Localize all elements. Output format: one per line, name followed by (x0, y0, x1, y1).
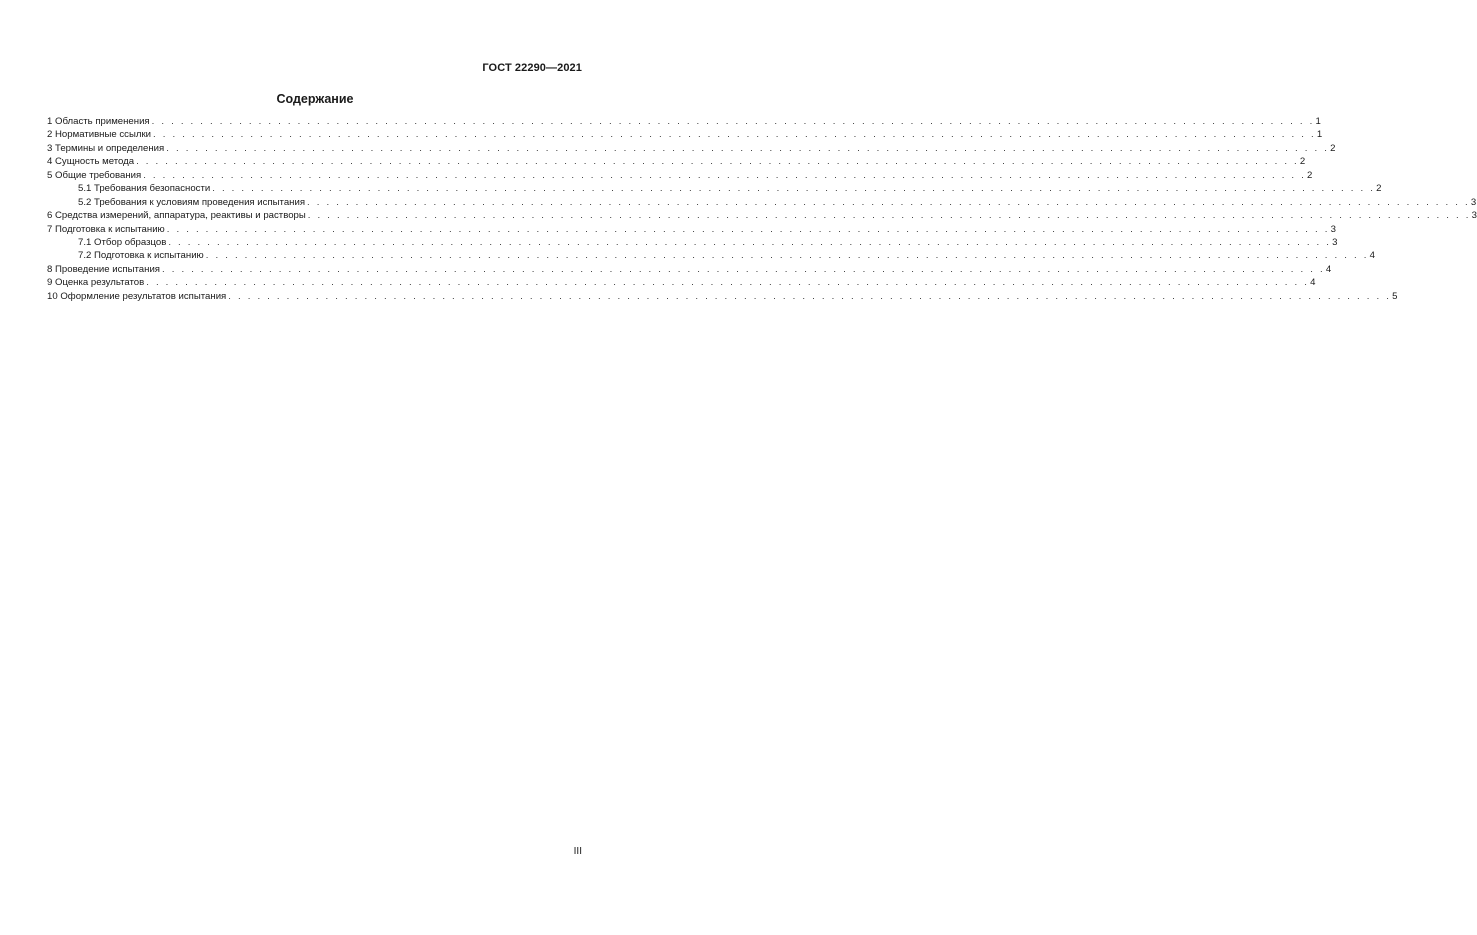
toc-entry-label: 9 Оценка результатов (47, 277, 145, 289)
toc-leader-dots: . . . . . . . . . . . . . . . . . . . . . . . . . . . . . . . . . . . . . . . . . . . . . . . . . . . . . . . . . . . . . . . . . . . . . . . . . . . . . . . . . . . . . . . . . . . . . . . . . . . . . . . . . . . . . . . . . . . . . . . . (212, 183, 1376, 195)
toc-entry[interactable] (47, 263, 1332, 276)
toc-entry-page: 2 (1376, 183, 1382, 195)
toc-entry-label: 8 Проведение испытания (47, 263, 160, 275)
toc-leader-dots: . . . . . . . . . . . . . . . . . . . . . . . . . . . . . . . . . . . . . . . . . . . . . . . . . . . . . . . . . . . . . . . . . . . . . . . . . . . . . . . . . . . . . . . . . . . . . . . . . . . . . . . . . . . . . . . . . . . . . . . . (166, 142, 1330, 154)
toc-entry-page: 1 (1316, 129, 1323, 141)
toc-entry-label: 5.1 Требования безопасности (78, 183, 211, 195)
page-number: III (573, 846, 582, 857)
toc-entry[interactable] (47, 128, 1323, 141)
toc-entry-label: 3 Термины и определения (47, 142, 165, 154)
toc-entry[interactable] (47, 209, 1477, 222)
toc-leader-dots: . . . . . . . . . . . . . . . . . . . . . . . . . . . . . . . . . . . . . . . . . . . . . . . . . . . . . . . . . . . . . . . . . . . . . . . . . . . . . . . . . . . . . . . . . . . . . . . . . . . . . . . . . . . . . . . . . . . . . . . . (151, 116, 1315, 127)
toc-entry-label: 7.1 Отбор образцов (78, 236, 167, 248)
toc-leader-dots: . . . . . . . . . . . . . . . . . . . . . . . . . . . . . . . . . . . . . . . . . . . . . . . . . . . . . . . . . . . . . . . . . . . . . . . . . . . . . . . . . . . . . . . . . . . . . . . . . . . . . . . . . . . . . . . . . . . . . . . . (136, 156, 1299, 168)
toc-entry[interactable] (47, 249, 1375, 262)
toc-entry-label: 5 Общие требования (47, 169, 142, 181)
toc-entry-label: 7.2 Подготовка к испытанию (78, 250, 204, 262)
toc-entry-page: 3 (1471, 210, 1477, 222)
toc-leader-dots: . . . . . . . . . . . . . . . . . . . . . . . . . . . . . . . . . . . . . . . . . . . . . . . . . . . . . . . . . . . . . . . . . . . . . . . . . . . . . . . . . . . . . . . . . . . . . . . . . . . . . . . . . . . . . . . . . . . . . . . . (307, 210, 1471, 222)
toc-entry-page: 4 (1369, 250, 1375, 262)
toc-entry[interactable] (47, 196, 1477, 209)
table-of-contents (47, 115, 1477, 303)
document-code: ГОСТ 22290—2021 (482, 62, 582, 74)
toc-leader-dots: . . . . . . . . . . . . . . . . . . . . . . . . . . . . . . . . . . . . . . . . . . . . . . . . . . . . . . . . . . . . . . . . . . . . . . . . . . . . . . . . . . . . . . . . . . . . . . . . . . . . . . . . . . . . . . . . . . . . . . . . (307, 196, 1470, 208)
toc-entry-page: 4 (1325, 263, 1332, 275)
toc-entry-label: 4 Сущность метода (47, 156, 135, 168)
toc-entry-page: 5 (1392, 290, 1398, 302)
toc-title: Содержание (276, 92, 354, 106)
toc-entry-page: 1 (1315, 116, 1321, 127)
toc-entry-label: 7 Подготовка к испытанию (47, 223, 165, 235)
toc-entry-page: 2 (1307, 169, 1313, 181)
toc-leader-dots: . . . . . . . . . . . . . . . . . . . . . . . . . . . . . . . . . . . . . . . . . . . . . . . . . . . . . . . . . . . . . . . . . . . . . . . . . . . . . . . . . . . . . . . . . . . . . . . . . . . . . . . . . . . . . . . . . . . . . . . . (146, 277, 1310, 289)
toc-entry[interactable] (47, 290, 1398, 303)
toc-entry-label: 10 Оформление результатов испытания (47, 290, 227, 302)
toc-leader-dots: . . . . . . . . . . . . . . . . . . . . . . . . . . . . . . . . . . . . . . . . . . . . . . . . . . . . . . . . . . . . . . . . . . . . . . . . . . . . . . . . . . . . . . . . . . . . . . . . . . . . . . . . . . . . . . . . . . . . . . . . (162, 263, 1325, 275)
toc-entry-label: 2 Нормативные ссылки (47, 129, 152, 141)
toc-entry-label: 1 Область применения (47, 116, 150, 127)
toc-leader-dots: . . . . . . . . . . . . . . . . . . . . . . . . . . . . . . . . . . . . . . . . . . . . . . . . . . . . . . . . . . . . . . . . . . . . . . . . . . . . . . . . . . . . . . . . . . . . . . . . . . . . . . . . . . . . . . . . . . . . . . . . (143, 169, 1307, 181)
toc-entry[interactable] (47, 155, 1306, 168)
toc-entry[interactable] (47, 276, 1316, 289)
toc-entry-page: 3 (1470, 196, 1477, 208)
toc-entry[interactable] (47, 223, 1336, 236)
toc-entry-page: 3 (1332, 236, 1338, 248)
toc-leader-dots: . . . . . . . . . . . . . . . . . . . . . . . . . . . . . . . . . . . . . . . . . . . . . . . . . . . . . . . . . . . . . . . . . . . . . . . . . . . . . . . . . . . . . . . . . . . . . . . . . . . . . . . . . . . . . . . . . . . . . . . . (228, 290, 1392, 302)
toc-leader-dots: . . . . . . . . . . . . . . . . . . . . . . . . . . . . . . . . . . . . . . . . . . . . . . . . . . . . . . . . . . . . . . . . . . . . . . . . . . . . . . . . . . . . . . . . . . . . . . . . . . . . . . . . . . . . . . . . . . . . . . . . (166, 223, 1330, 235)
toc-leader-dots: . . . . . . . . . . . . . . . . . . . . . . . . . . . . . . . . . . . . . . . . . . . . . . . . . . . . . . . . . . . . . . . . . . . . . . . . . . . . . . . . . . . . . . . . . . . . . . . . . . . . . . . . . . . . . . . . . . . . . . . . (168, 236, 1332, 248)
toc-entry-page: 2 (1299, 156, 1306, 168)
toc-entry-label: 6 Средства измерений, аппаратура, реактивы и растворы (47, 210, 306, 222)
toc-entry[interactable] (47, 115, 1321, 128)
toc-entry-page: 3 (1330, 223, 1336, 235)
toc-entry-label: 5.2 Требования к условиям проведения испытания (78, 196, 306, 208)
toc-leader-dots: . . . . . . . . . . . . . . . . . . . . . . . . . . . . . . . . . . . . . . . . . . . . . . . . . . . . . . . . . . . . . . . . . . . . . . . . . . . . . . . . . . . . . . . . . . . . . . . . . . . . . . . . . . . . . . . . . . . . . . . . (205, 250, 1369, 262)
toc-entry[interactable] (47, 142, 1336, 155)
toc-entry-page: 2 (1330, 142, 1336, 154)
toc-entry[interactable] (47, 236, 1338, 249)
toc-entry-page: 4 (1310, 277, 1316, 289)
toc-entry[interactable] (47, 182, 1382, 195)
toc-entry[interactable] (47, 169, 1313, 182)
toc-leader-dots: . . . . . . . . . . . . . . . . . . . . . . . . . . . . . . . . . . . . . . . . . . . . . . . . . . . . . . . . . . . . . . . . . . . . . . . . . . . . . . . . . . . . . . . . . . . . . . . . . . . . . . . . . . . . . . . . . . . . . . . . (153, 129, 1316, 141)
